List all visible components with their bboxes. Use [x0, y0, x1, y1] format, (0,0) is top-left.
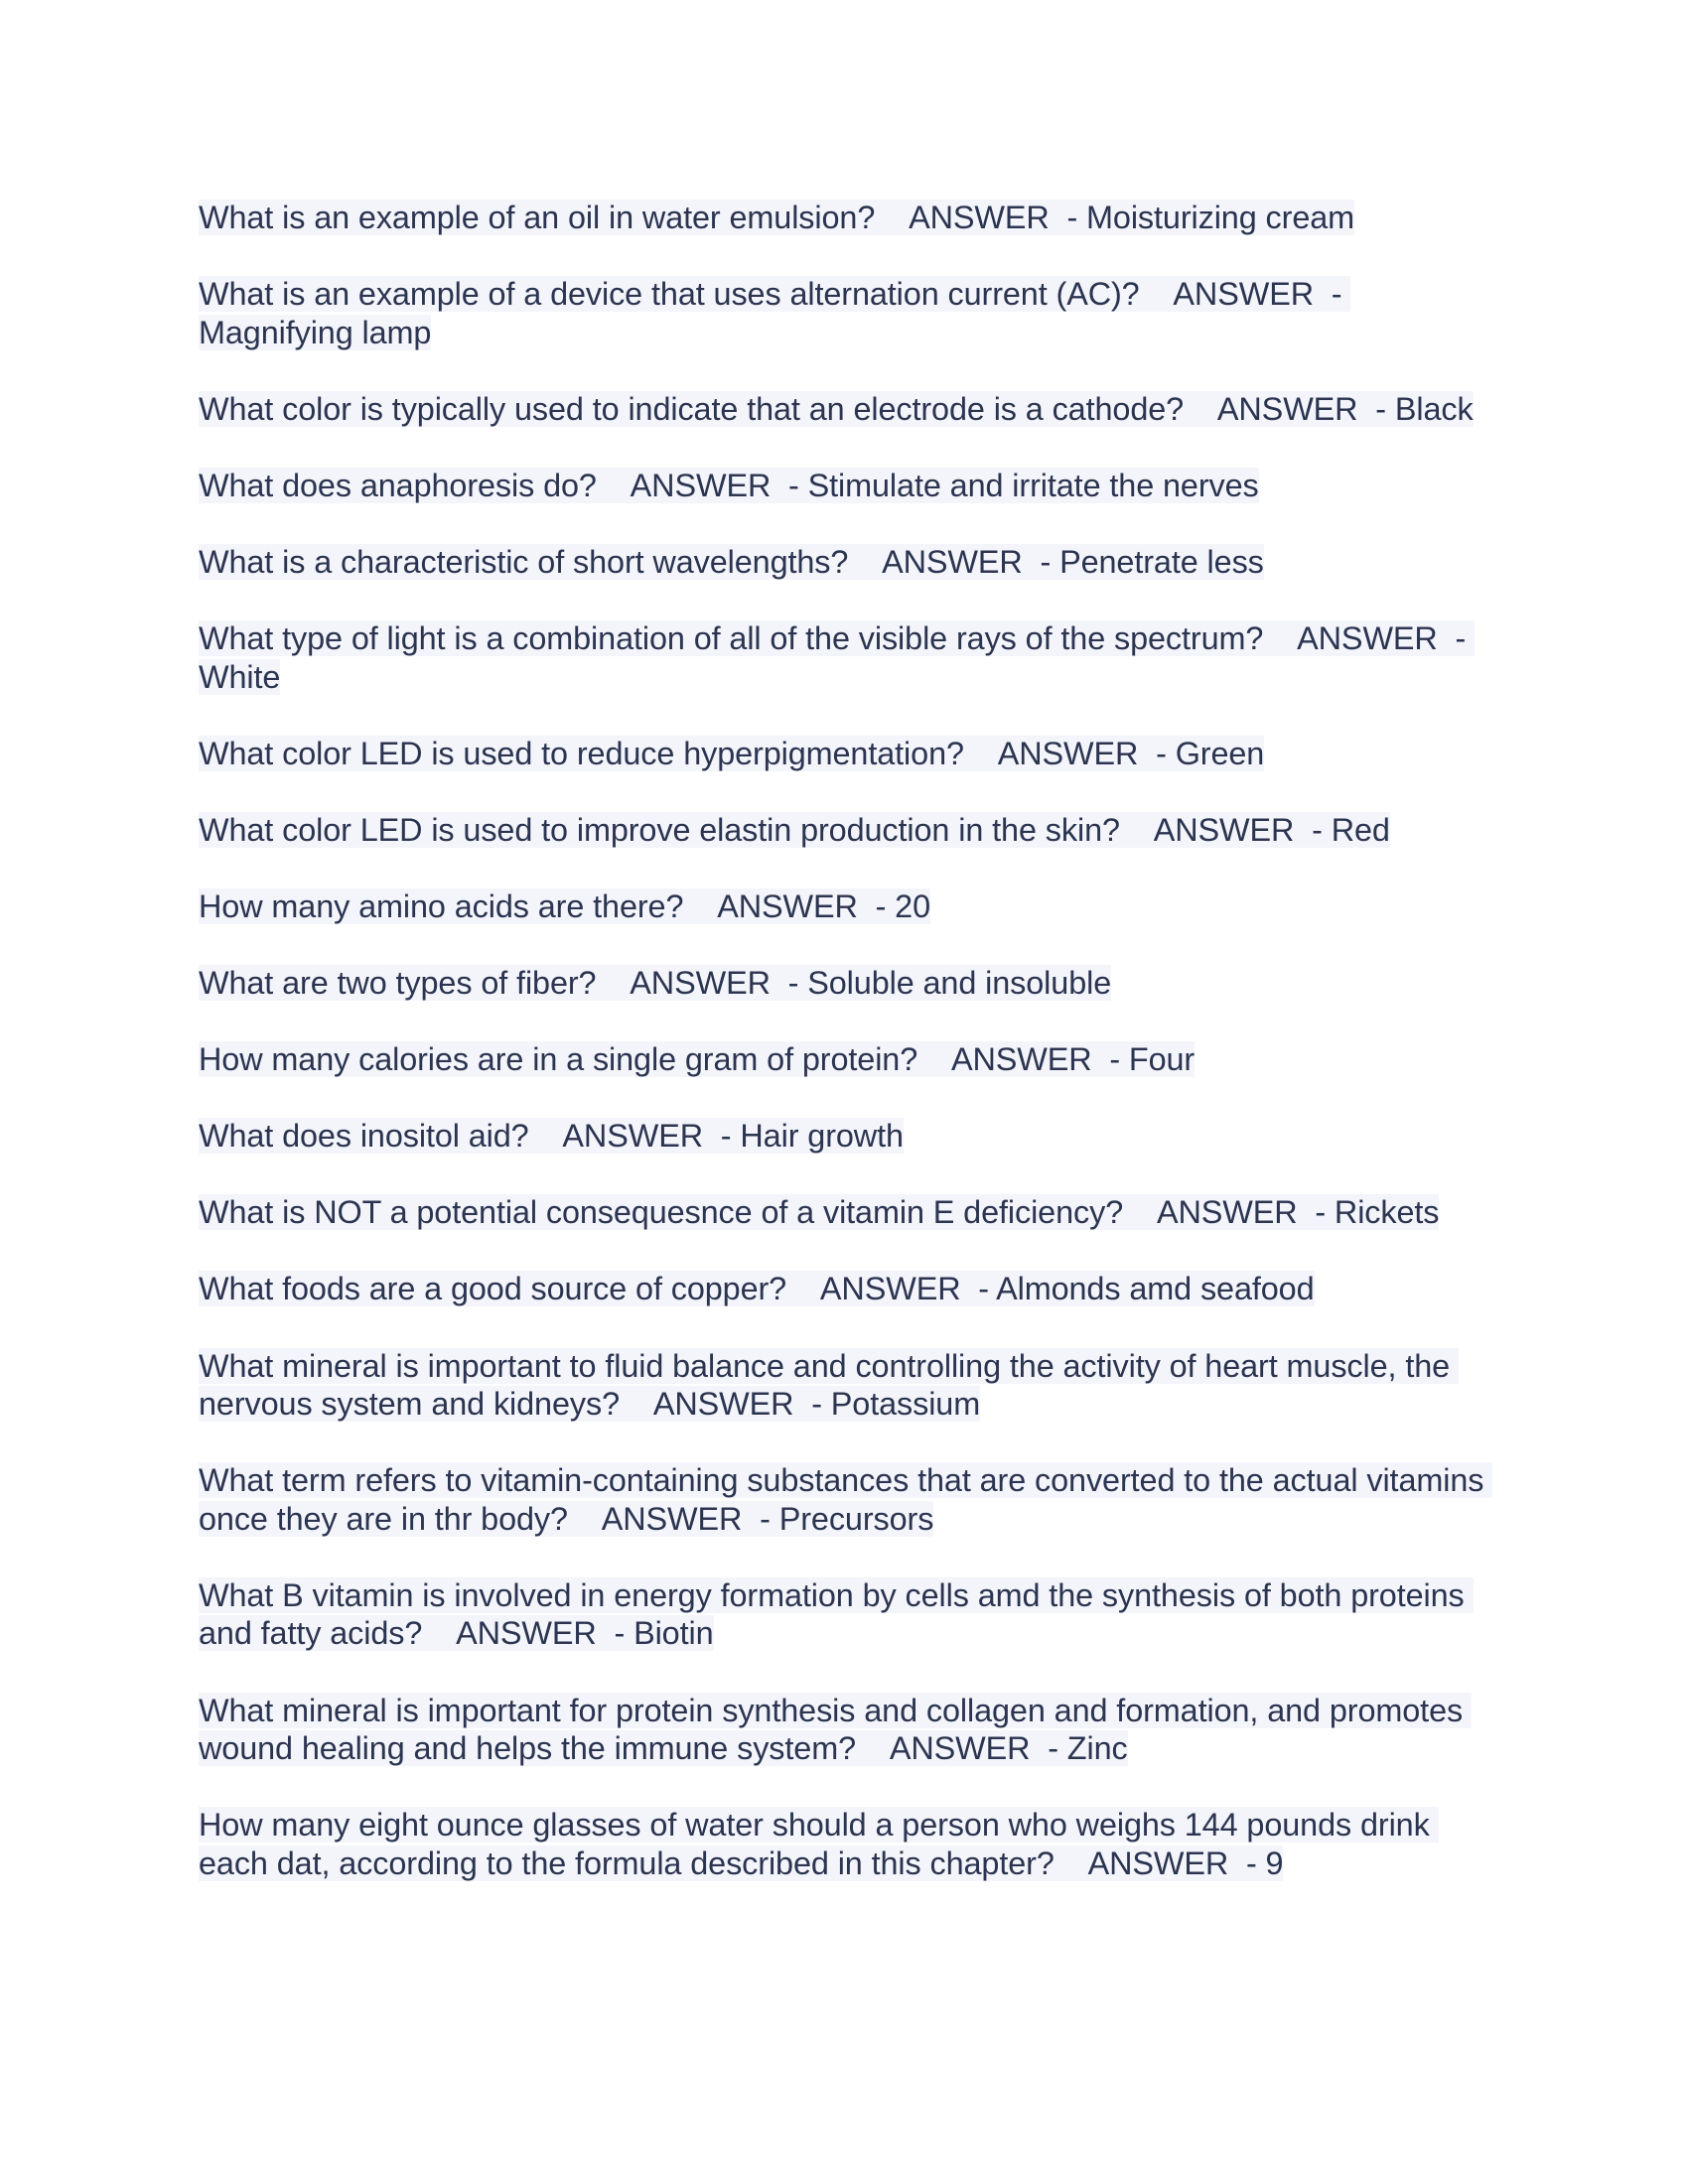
answer-text: Red	[1331, 811, 1390, 848]
answer-label: ANSWER	[909, 200, 1050, 235]
dash: -	[1138, 735, 1176, 771]
question-text: What type of light is a combination of all of the visible rays of the spectrum?	[199, 620, 1264, 657]
qa-item	[199, 199, 1501, 237]
answer-label: ANSWER	[630, 965, 771, 1002]
qa-highlight	[199, 276, 1350, 350]
answer-label: ANSWER	[1156, 1194, 1298, 1231]
qa-highlight	[199, 1577, 1474, 1652]
answer-text: Potassium	[830, 1386, 981, 1423]
separator	[1120, 812, 1154, 848]
dash: -	[793, 1386, 831, 1423]
qa-item	[199, 390, 1501, 429]
separator	[856, 1730, 890, 1766]
dash: -	[1022, 543, 1060, 580]
dash: -	[1030, 1730, 1067, 1767]
answer-label: ANSWER	[652, 1386, 794, 1423]
question-text: What are two types of fiber?	[199, 965, 597, 1002]
separator	[1123, 1194, 1157, 1230]
question-text: What is an example of a device that uses alternation current (AC)?	[199, 276, 1140, 313]
qa-item	[199, 543, 1501, 582]
answer-label: ANSWER	[819, 1271, 961, 1307]
separator	[786, 1271, 820, 1306]
dash: -	[1091, 1041, 1129, 1078]
qa-item	[199, 1461, 1501, 1538]
answer-text: Almonds amd seafood	[996, 1271, 1315, 1307]
answer-label: ANSWER	[950, 1041, 1092, 1078]
answer-text: Green	[1175, 735, 1265, 771]
answer-text: Moisturizing cream	[1086, 200, 1355, 235]
question-text: What term refers to vitamin-containing substances that are converted to the actual vitamins once they are in thr body?	[199, 1462, 1493, 1537]
dash: -	[857, 887, 896, 924]
answer-text: White	[199, 658, 281, 695]
qa-highlight	[199, 468, 1259, 503]
separator	[597, 468, 631, 503]
answer-label: ANSWER	[1216, 390, 1358, 427]
question-text: What color is typically used to indicate that an electrode is a cathode?	[199, 390, 1185, 427]
separator	[848, 544, 882, 580]
qa-highlight	[199, 544, 1264, 580]
qa-highlight	[199, 1118, 904, 1154]
separator	[1184, 391, 1217, 427]
dash: -	[596, 1615, 634, 1652]
question-text: What color LED is used to improve elastin production in the skin?	[199, 811, 1120, 848]
qa-highlight	[199, 391, 1474, 427]
answer-text: Zinc	[1066, 1730, 1128, 1767]
question-text: How many amino acids are there?	[199, 887, 684, 924]
separator	[964, 736, 998, 771]
question-text: What color LED is used to reduce hyperpigmentation?	[199, 735, 964, 771]
answer-label: ANSWER	[717, 887, 858, 924]
question-text: How many calories are in a single gram of protein?	[199, 1041, 918, 1078]
qa-item	[199, 467, 1501, 505]
dash: -	[1049, 200, 1087, 235]
question-text: What does inositol aid?	[199, 1118, 529, 1155]
dash: -	[1437, 620, 1476, 657]
qa-highlight	[199, 1271, 1315, 1306]
answer-text: Penetrate less	[1059, 543, 1264, 580]
answer-label: ANSWER	[1297, 620, 1438, 657]
separator	[875, 200, 909, 235]
separator	[1055, 1845, 1088, 1881]
answer-text: Biotin	[633, 1615, 714, 1652]
qa-item	[199, 1576, 1501, 1653]
question-text: What mineral is important for protein synthesis and collagen and formation, and promotes wound healing and helps the immune system?	[199, 1692, 1472, 1767]
answer-text: Black	[1394, 390, 1474, 427]
separator	[1263, 620, 1297, 656]
answer-label: ANSWER	[630, 467, 772, 503]
separator	[620, 1386, 653, 1422]
dash: -	[960, 1271, 997, 1307]
answer-text: Stimulate and irritate the nerves	[807, 467, 1259, 503]
question-text: How many eight ounce glasses of water should a person who weighs 144 pounds drink each dat, according to the formula described in this chapter?	[199, 1807, 1439, 1881]
answer-label: ANSWER	[889, 1730, 1031, 1767]
qa-highlight	[199, 1807, 1439, 1881]
answer-label: ANSWER	[601, 1500, 743, 1537]
question-text: What does anaphoresis do?	[199, 467, 597, 503]
qa-item	[199, 964, 1501, 1003]
answer-label: ANSWER	[1153, 811, 1295, 848]
answer-text: 20	[895, 887, 931, 924]
separator	[596, 965, 630, 1001]
answer-text: Four	[1128, 1041, 1196, 1078]
answer-text: Hair growth	[740, 1118, 904, 1155]
dash: -	[1314, 276, 1351, 313]
answer-text: Precursors	[778, 1500, 934, 1537]
answer-label: ANSWER	[1173, 276, 1314, 313]
qa-highlight	[199, 1348, 1459, 1423]
answer-text: Magnifying lamp	[199, 314, 432, 350]
question-text: What is NOT a potential consequesnce of a vitamin E deficiency?	[199, 1194, 1124, 1231]
question-text: What is a characteristic of short wavelengths?	[199, 543, 849, 580]
dash: -	[703, 1118, 741, 1155]
dash: -	[1294, 811, 1332, 848]
dash: -	[1228, 1844, 1266, 1881]
separator	[917, 1041, 951, 1077]
qa-highlight	[199, 1693, 1472, 1767]
qa-highlight	[199, 620, 1475, 695]
answer-text: 9	[1265, 1844, 1284, 1881]
dash: -	[1297, 1194, 1335, 1231]
qa-highlight	[199, 1194, 1439, 1230]
question-text: What mineral is important to fluid balance and controlling the activity of heart muscle, the nervous system and kidneys?	[199, 1347, 1459, 1423]
qa-item	[199, 1117, 1501, 1156]
qa-highlight	[199, 1462, 1492, 1537]
qa-item	[199, 887, 1501, 926]
qa-highlight	[199, 888, 930, 924]
separator	[422, 1615, 456, 1651]
qa-highlight	[199, 1041, 1195, 1077]
qa-item	[199, 275, 1501, 351]
separator	[1140, 276, 1174, 312]
dash: -	[771, 467, 808, 503]
question-text: What is an example of an oil in water emulsion?	[199, 200, 876, 235]
qa-item	[199, 811, 1501, 850]
qa-item	[199, 735, 1501, 773]
qa-item	[199, 619, 1501, 696]
document-page	[199, 199, 1501, 1921]
qa-item	[199, 1040, 1501, 1079]
qa-item	[199, 1270, 1501, 1308]
answer-label: ANSWER	[1087, 1844, 1229, 1881]
answer-label: ANSWER	[562, 1118, 703, 1155]
answer-label: ANSWER	[456, 1615, 597, 1652]
separator	[568, 1501, 602, 1537]
qa-item	[199, 1193, 1501, 1232]
question-text: What B vitamin is involved in energy formation by cells amd the synthesis of both proteins and fatty acids?	[199, 1576, 1474, 1652]
qa-item	[199, 1347, 1501, 1424]
qa-highlight	[199, 200, 1354, 235]
qa-item	[199, 1692, 1501, 1768]
answer-text: Soluble and insoluble	[807, 965, 1112, 1002]
qa-highlight	[199, 736, 1264, 771]
answer-text: Rickets	[1334, 1194, 1440, 1231]
qa-highlight	[199, 965, 1111, 1001]
qa-highlight	[199, 812, 1390, 848]
dash: -	[1357, 390, 1395, 427]
dash: -	[770, 965, 808, 1002]
qa-item	[199, 1806, 1501, 1882]
separator	[683, 888, 717, 924]
separator	[529, 1118, 563, 1154]
answer-label: ANSWER	[882, 543, 1023, 580]
dash: -	[742, 1500, 779, 1537]
question-text: What foods are a good source of copper?	[199, 1271, 787, 1307]
answer-label: ANSWER	[997, 735, 1139, 771]
